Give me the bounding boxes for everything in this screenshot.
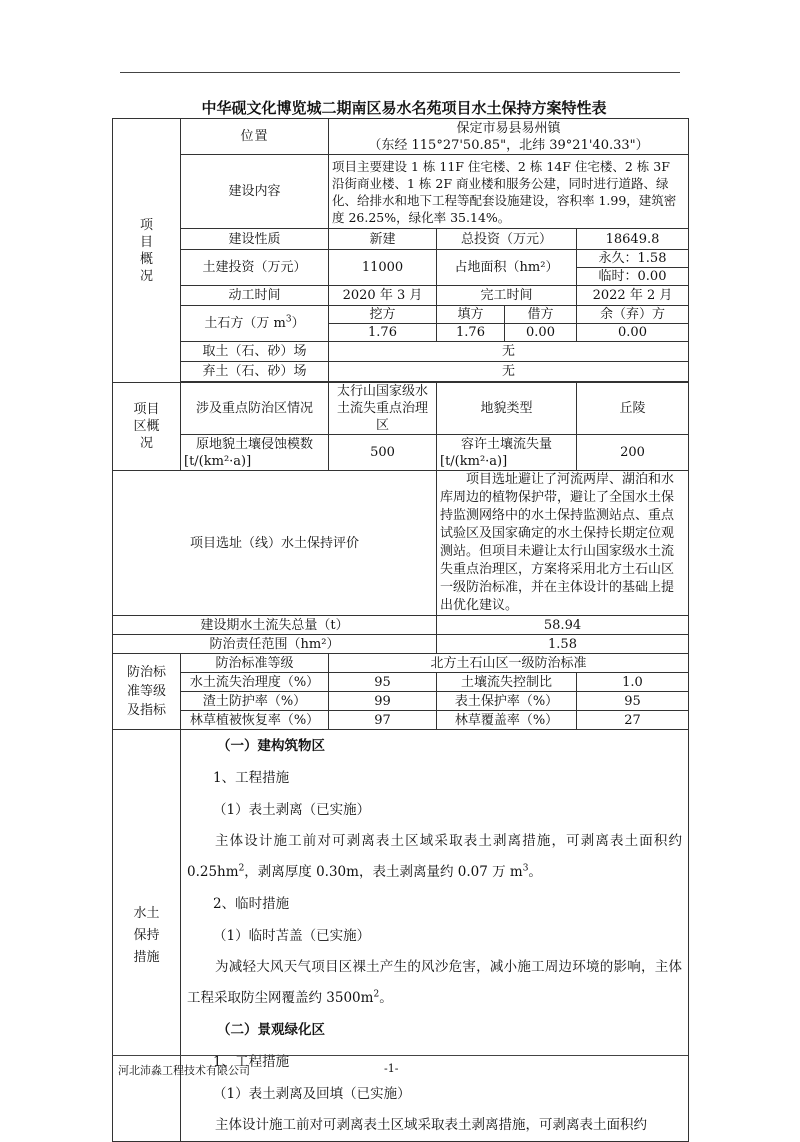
allowable-loss-value: 200 <box>577 435 689 471</box>
measures-group-text: 水土保持措施 <box>133 905 160 965</box>
index-name: 渣土防护率（%） <box>181 692 329 711</box>
index-value: 1.0 <box>577 673 689 692</box>
earthwork-head-borrow: 借方 <box>505 306 577 324</box>
borrow-site-label: 取土（石、砂）场 <box>181 342 329 362</box>
index-name: 表土保护率（%） <box>437 692 577 711</box>
erosion-label-line1: 原地貌土壤侵蚀模数 <box>195 436 313 452</box>
scope-value: 1.58 <box>437 635 689 654</box>
footer-rule <box>112 1055 688 1056</box>
end-value: 2022 年 2 月 <box>577 286 689 306</box>
total-invest-value: 18649.8 <box>577 229 689 250</box>
erosion-label-line2: [t/(km²·a)] <box>184 453 252 469</box>
para2-sup: 2 <box>373 989 380 1000</box>
scope-label: 防治责任范围（hm²） <box>113 635 437 654</box>
index-value: 27 <box>577 711 689 730</box>
loss-label: 建设期水土流失总量（t） <box>113 616 437 635</box>
start-label: 动工时间 <box>181 286 329 306</box>
earthwork-value-cut: 1.76 <box>329 324 437 342</box>
overview-group-text: 项目概况 <box>139 217 153 284</box>
header-rule <box>120 72 680 73</box>
nature-label: 建设性质 <box>181 229 329 250</box>
region-group-label <box>113 383 181 471</box>
index-name: 水土流失治理度（%） <box>181 673 329 692</box>
section-landscape: （二）景观绿化区 <box>217 1022 325 1038</box>
para1-text-c: 。 <box>528 864 542 880</box>
topsoil-stripping-text <box>181 826 688 888</box>
borrow-site-value: 无 <box>329 342 689 362</box>
location-line2: （东经 115°27'50.85"，北纬 39°21'40.33"） <box>368 137 649 153</box>
area-label: 占地面积（hm²） <box>437 250 577 286</box>
index-name: 林草植被恢复率（%） <box>181 711 329 730</box>
para1-sup-b: 3 <box>522 863 529 874</box>
para2-text-a: 为减轻大风天气项目区裸土产生的风沙危害，减小施工周边环境的影响，主体工程采取防尘网覆盖约 3500m <box>187 959 682 1006</box>
civil-invest-value: 11000 <box>329 250 437 286</box>
topsoil-stripping-heading: （1）表土剥离（已实施） <box>213 802 371 818</box>
location-label: 位置 <box>181 119 329 155</box>
index-value: 95 <box>577 692 689 711</box>
evaluation-text: 项目选址避让了河流两岸、湖泊和水库周边的植物保护带，避让了全国水土保持监测网络中的水土保持监测站点、重点试验区及国家确定的水土保持长期定位观测站。但项目未避让太行山国家级水土流失重点治理区，方案将采用北方土石山区一级防治标准，并在主体设计的基础上提出优化建议。 <box>437 471 689 616</box>
allowable-loss-line1: 容许土壤流失量 <box>460 436 552 452</box>
earthwork-head-cut: 挖方 <box>329 306 437 324</box>
region-group-text: 项目区概况 <box>133 402 160 451</box>
spoil-site-value: 无 <box>329 362 689 382</box>
temporary-cover-text <box>181 952 688 1014</box>
content-value: 项目主要建设 1 栋 11F 住宅楼、2 栋 14F 住宅楼、2 栋 3F 沿街商业楼、1 栋 2F 商业楼和服务公建，同时进行道路、绿化、给排水和地下工程等配套设施建设，容积率 1.99，建筑密度 26.25%，绿化率 35.14%。 <box>329 155 689 229</box>
footer-page-number: -1- <box>384 1062 399 1075</box>
nature-value: 新建 <box>329 229 437 250</box>
earthwork-label-sup: 3 <box>285 314 292 325</box>
earthwork-label <box>181 306 329 342</box>
earthwork-label-text: 土石方（万 m <box>204 316 286 331</box>
measures-group-label <box>113 730 181 1142</box>
earthwork-value-borrow: 0.00 <box>505 324 577 342</box>
para1-sup-a: 2 <box>238 863 245 874</box>
landform-label: 地貌类型 <box>437 383 577 435</box>
zone-value: 太行山国家级水土流失重点治理区 <box>329 383 437 435</box>
evaluation-label: 项目选址（线）水土保持评价 <box>113 471 437 616</box>
earthwork-value-spoil: 0.00 <box>577 324 689 342</box>
earthwork-label-end: ） <box>291 316 305 331</box>
para1-text-a: 主体设计施工前对可剥离表土区域采取表土剥离措施，可剥离表土面积约 0.25hm <box>187 833 682 880</box>
engineering-measures-heading: 1、工程措施 <box>213 770 290 786</box>
loss-value: 58.94 <box>437 616 689 635</box>
content-label: 建设内容 <box>181 155 329 229</box>
index-value: 97 <box>329 711 437 730</box>
footer-company: 河北沛淼工程技术有限公司 <box>118 1064 250 1077</box>
area-temporary: 临时：0.00 <box>577 268 689 286</box>
erosion-value: 500 <box>329 435 437 471</box>
temporary-measures-heading: 2、临时措施 <box>213 896 290 912</box>
grade-label: 防治标准等级 <box>181 654 329 673</box>
location-value <box>329 119 689 155</box>
area-permanent: 永久：1.58 <box>577 250 689 268</box>
index-name: 土壤流失控制比 <box>437 673 577 692</box>
landform-value: 丘陵 <box>577 383 689 435</box>
erosion-label <box>181 435 329 471</box>
grade-value: 北方土石山区一级防治标准 <box>329 654 689 673</box>
index-name: 林草覆盖率（%） <box>437 711 577 730</box>
earthwork-head-spoil: 余（弃）方 <box>577 306 689 324</box>
standards-group-text: 防治标准等级及指标 <box>126 665 166 718</box>
landscape-topsoil-heading: （1）表土剥离及回填（已实施） <box>213 1086 411 1102</box>
para2-text-b: 。 <box>379 990 393 1006</box>
earthwork-head-fill: 填方 <box>437 306 505 324</box>
end-label: 完工时间 <box>437 286 577 306</box>
location-line1: 保定市易县易州镇 <box>456 120 561 136</box>
characteristics-table <box>112 118 689 1142</box>
landscape-engineering-heading: 1、工程措施 <box>213 1054 290 1070</box>
section-building: （一）建构筑物区 <box>217 738 325 754</box>
spoil-site-label: 弃土（石、砂）场 <box>181 362 329 382</box>
index-value: 95 <box>329 673 437 692</box>
measures-content <box>181 730 689 1142</box>
index-value: 99 <box>329 692 437 711</box>
standards-group-label <box>113 654 181 730</box>
earthwork-value-fill: 1.76 <box>437 324 505 342</box>
allowable-loss-label <box>437 435 577 471</box>
start-value: 2020 年 3 月 <box>329 286 437 306</box>
total-invest-label: 总投资（万元） <box>437 229 577 250</box>
para1-text-b: ，剥离厚度 0.30m，表土剥离量约 0.07 万 m <box>244 864 523 880</box>
landscape-topsoil-text: 主体设计施工前对可剥离表土区域采取表土剥离措施，可剥离表土面积约 <box>215 1117 647 1133</box>
document-title: 中华砚文化博览城二期南区易水名苑项目水土保持方案特性表 <box>201 99 607 117</box>
allowable-loss-line2: [t/(km²·a)] <box>440 453 508 469</box>
zone-label: 涉及重点防治区情况 <box>181 383 329 435</box>
civil-invest-label: 土建投资（万元） <box>181 250 329 286</box>
temporary-cover-heading: （1）临时苫盖（已实施） <box>213 928 371 944</box>
overview-group-label <box>113 119 181 383</box>
